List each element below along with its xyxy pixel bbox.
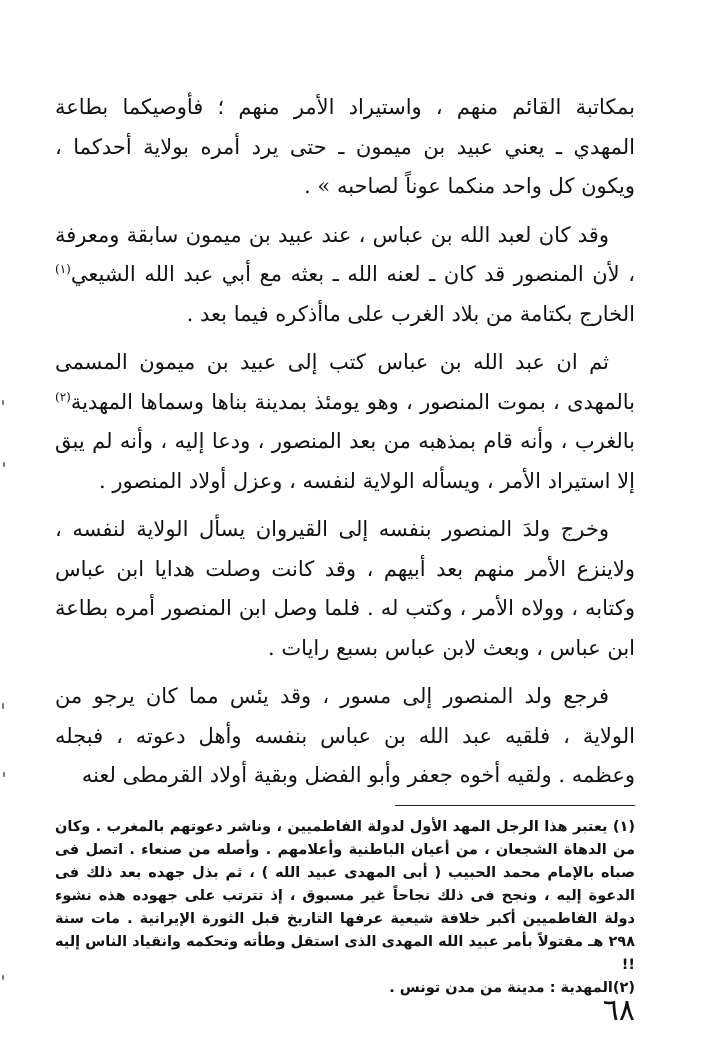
paragraph-3-text-b: بالغرب ، وأنه قام بمذهبه من بعد المنصور ، ودعا إليه ، وأنه لم يبق إلا استيراد الأمر ، ويسأله الولاية لنفسه ، وعزل أولاد المنصور .	[55, 429, 635, 493]
scan-speck	[3, 462, 5, 467]
scan-speck	[3, 772, 5, 777]
page-number: ٦٨	[602, 993, 635, 1028]
scan-speck	[2, 703, 4, 709]
paragraph-3-text-a: ثم ان عبد الله بن عباس كتب إلى عبيد بن ميمون المسمى بالمهدى ، بموت المنصور ، وهو يومئذ بمدينة بناها وسماها المهدية	[55, 350, 635, 414]
paragraph-2	[55, 216, 635, 335]
footnote-2: (٢)المهدية : مدينة من مدن تونس .	[389, 979, 635, 996]
paragraph-4: وخرج ولدَ المنصور بنفسه إلى القيروان يسأل الولاية لنفسه ، ولاينزع الأمر منهم بعد أبيهم ، وقد كانت وصلت هدايا ابن عباس وكتابه ، وولاه الأمر ، وكتب له . فلما وصل ابن المنصور أمره بطاعة ابن عباس ، وبعث لابن عباس بسبع رايات .	[55, 517, 635, 660]
scan-speck	[2, 975, 4, 980]
paragraph-2-text-a: وقد كان لعبد الله بن عباس ، عند عبيد بن ميمون سابقة ومعرفة ، لأن المنصور قد كان ـ لعنه الله ـ بعثه مع أبي عبد الله الشيعي	[55, 222, 635, 286]
footnote-ref-2: (٢)	[55, 389, 71, 404]
scan-speck	[2, 400, 4, 405]
paragraph-5: فرجع ولد المنصور إلى مسور ، وقد يئس مما كان يرجو من الولاية ، فلقيه عبد الله بن عباس بنفسه وأهل دعوته ، فبجله وعظمه . ولقيه أخوه جعفر وأبو الفضل وبقية أولاد القرمطى لعنه	[55, 684, 635, 787]
footnotes	[55, 816, 635, 1000]
paragraph-2-text-b: الخارج بكتامة من بلاد الغرب على ماأذكره فيما بعد .	[186, 301, 635, 326]
paragraph-1: بمكاتبة القائم منهم ، واستيراد الأمر منهم ؛ فأوصيكما بطاعة المهدي ـ يعني عبيد بن ميمون ـ حتى يرد أمره بولاية أحدكما ، ويكون كل واحد منكما عوناً لصاحبه » .	[55, 95, 635, 198]
page-body	[55, 88, 635, 1000]
paragraph-3	[55, 343, 635, 501]
footnote-ref-1: (١)	[55, 262, 71, 276]
footnote-separator	[395, 805, 635, 806]
footnote-1: (١) يعتبر هذا الرجل المهد الأول لدولة الفاطميين ، وناشر دعوتهم بالمغرب . وكان من الدهاة الشجعان ، من أعيان الباطنية وأعلامهم . وأصله من صنعاء . اتصل فى صباه بالإمام محمد الحبيب ( أبى المهدى عبيد الله ) ، ثم بذل جهده بعد ذلك فى الدعوة إليه ، ونجح فى ذلك نجاحاً غير مسبوق ، إذ تترتب على جهوده هذه نشوء دولة الفاطميين أكبر خلافة شيعية عرفها التاريخ قبل الثورة الإيرانية . مات سنة ٢٩٨ هـ مقتولاً بأمر عبيد الله المهدى الذى استقل وطأته وتحكمه وانقياد الناس إليه !!	[55, 818, 635, 973]
